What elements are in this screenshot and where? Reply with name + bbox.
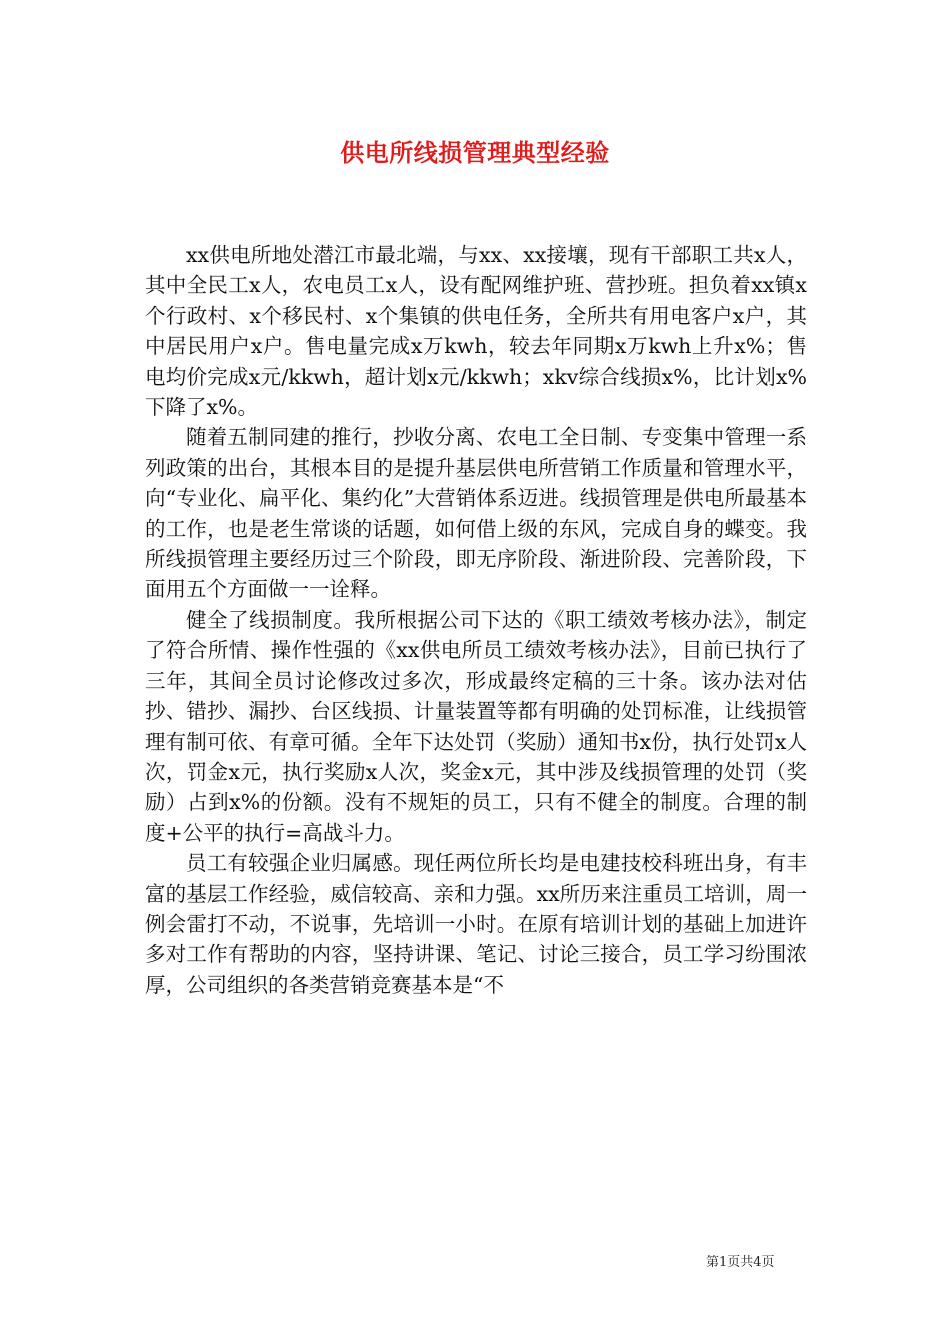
paragraph-3: 健全了线损制度。我所根据公司下达的《职工绩效考核办法》，制定了符合所情、操作性强的《xx供电所员工绩效考核办法》，目前已执行了三年，其间全员讨论修改过多次，形成最终定稿的三十条。该办法对估抄、错抄、漏抄、台区线损、计量装置等都有明确的处罚标准，让线损管理有制可依、有章可循。全年下达处罚（奖励）通知书x份，执行处罚x人次，罚金x元，执行奖励x人次，奖金x元，其中涉及线损管理的处罚（奖励）占到x%的份额。没有不规矩的员工，只有不健全的制度。合理的制度+公平的执行=高战斗力。 xyxy=(145,607,807,845)
page-number-footer: 第1页共4页 xyxy=(706,1255,775,1270)
document-body xyxy=(145,240,807,1000)
paragraph-4: 员工有较强企业归属感。现任两位所长均是电建技校科班出身，有丰富的基层工作经验，威信较高、亲和力强。xx所历来注重员工培训，周一例会雷打不动，不说事，先培训一小时。在原有培训计划的基础上加进许多对工作有帮助的内容，坚持讲课、笔记、讨论三接合，员工学习纷围浓厚，公司组织的各类营销竞赛基本是“不 xyxy=(145,851,807,997)
paragraph-1: xx供电所地处潜江市最北端，与xx、xx接壤，现有干部职工共x人，其中全民工x人，农电员工x人，设有配网维护班、营抄班。担负着xx镇x个行政村、x个移民村、x个集镇的供电任务，全所共有用电客户x户，其中居民用户x户。售电量完成x万kwh，较去年同期x万kwh上升x%；售电均价完成x元/kkwh，超计划x元/kkwh；xkv综合线损x%，比计划x%下降了x%。 xyxy=(145,243,807,420)
document-title: 供电所线损管理典型经验 xyxy=(340,138,610,167)
paragraph-2: 随着五制同建的推行，抄收分离、农电工全日制、专变集中管理一系列政策的出台，其根本目的是提升基层供电所营销工作质量和管理水平，向“专业化、扁平化、集约化”大营销体系迈进。线损管理是供电所最基本的工作，也是老生常谈的话题，如何借上级的东风，完成自身的蝶变。我所线损管理主要经历过三个阶段，即无序阶段、渐进阶段、完善阶段，下面用五个方面做一一诠释。 xyxy=(145,425,807,602)
